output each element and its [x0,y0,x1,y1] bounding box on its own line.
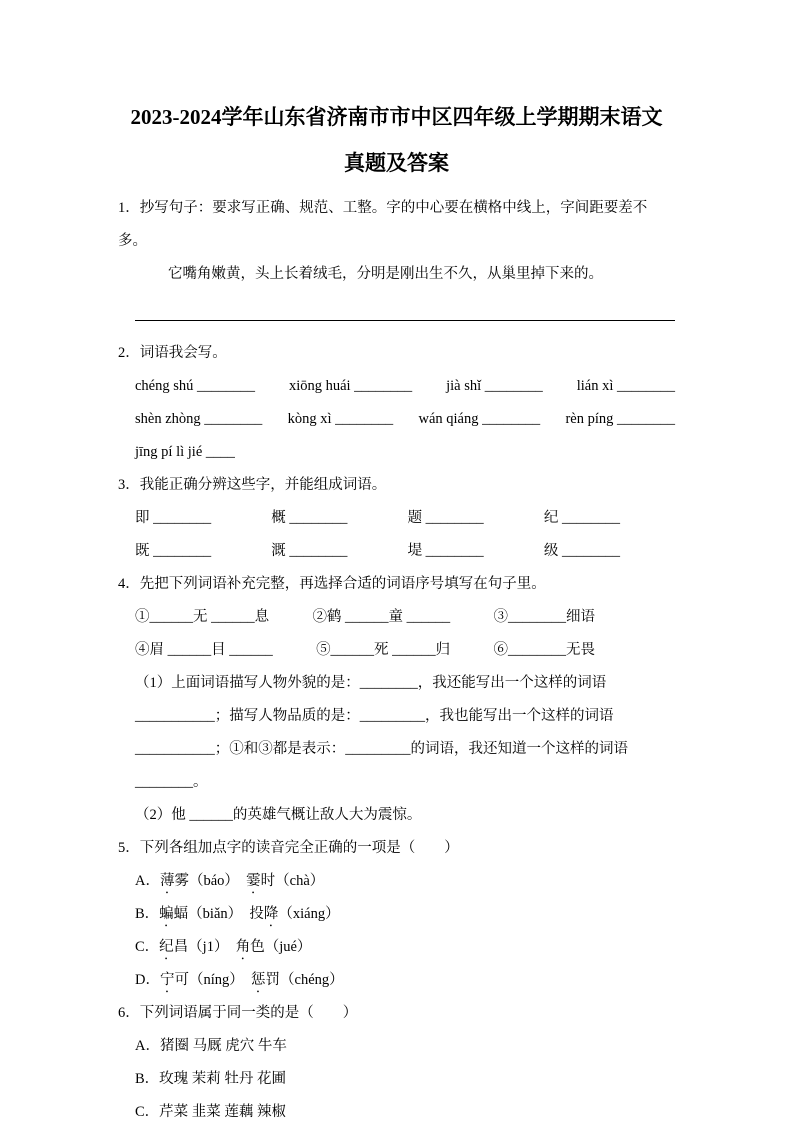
question-2 [118,337,675,469]
dotted-character: 惩 [251,972,266,988]
question-5-stem: 5．下列各组加点字的读音完全正确的一项是（ ） [118,840,459,856]
pinyin-row-2 [135,403,675,436]
writing-line [135,291,675,321]
question-1-stem: 1．抄写句子：要求写正确、规范、工整。字的中心要在横格中线上，字间距要差不多。 [118,200,648,249]
character-blank-item: 纪 ________ [543,510,620,526]
character-blank-item: 级 ________ [543,543,620,559]
character-row-1 [135,502,620,535]
question-5 [118,832,675,997]
option-text: 时（chà） [260,873,325,889]
pinyin-blank-item: lián xì ________ [576,378,675,394]
question-5-option-c [135,931,675,964]
option-text: C． [135,939,160,955]
character-blank-item: 溉 ________ [271,543,348,559]
option-text: 可（níng） [174,972,252,988]
option-text: B． [135,906,160,922]
dotted-character: 薄 [159,873,175,889]
pinyin-blank-item: shèn zhòng ________ [135,411,263,427]
pinyin-blank-item: kòng xì ________ [287,411,394,427]
pinyin-blank-item: chéng shú ________ [135,378,256,394]
page-title-line-2: 真题及答案 [344,151,449,175]
dotted-character: 蝙 [159,906,174,922]
character-blank-item: 题 ________ [407,510,484,526]
idiom-blank-item: ④眉 ______目 ______ [135,642,273,658]
question-6-stem: 6．下列词语属于同一类的是（ ） [118,1005,358,1021]
question-4-sub-1: （1）上面词语描写人物外貌的是：________，我还能写出一个这样的词语 ___________；描写人物品质的是：_________，我也能写出一个这样的词语 ___________；①和③都是表示：_________的词语，我还知道一个这样的词语 ________。 [135,675,628,790]
idiom-blank-item: ③________细语 [493,609,595,625]
pinyin-blank-item: rèn píng ________ [565,411,675,427]
dotted-character: 霎 [246,873,261,889]
question-4 [118,568,675,832]
dotted-character: 角 [235,939,251,955]
option-text: 雾（báo） [174,873,247,889]
question-1-copy-sentence: 它嘴角嫩黄，头上长着绒毛，分明是刚出生不久，从巢里掉下来的。 [168,266,603,282]
option-text: D． [135,972,160,988]
option-text: （xiáng） [278,906,340,922]
question-3-stem: 3．我能正确分辨这些字，并能组成词语。 [118,477,387,493]
option-text: A． [135,873,160,889]
dotted-character: 纪 [159,939,174,955]
question-5-option-a [135,865,675,898]
character-row-2 [135,535,620,568]
pinyin-row-3: jīng pí lì jié ____ [135,444,235,460]
question-3 [118,469,675,568]
question-5-option-d [135,964,675,997]
question-2-stem: 2．词语我会写。 [118,345,227,361]
option-text: 昌（j1） [173,939,236,955]
idiom-row-1 [135,601,595,634]
character-blank-item: 既 ________ [135,543,212,559]
pinyin-blank-item: wán qiáng ________ [418,411,541,427]
question-4-stem: 4．先把下列词语补充完整，再选择合适的词语序号填写在句子里。 [118,576,546,592]
idiom-blank-item: ①______无 ______息 [135,609,270,625]
character-blank-item: 堤 ________ [407,543,484,559]
question-6-option-a: A．猪圈 马厩 虎穴 牛车 [135,1038,287,1054]
idiom-row-2 [135,634,595,667]
question-4-sub-2: （2）他 ______的英雄气概让敌人大为震惊。 [135,807,422,823]
dotted-character: 降 [263,906,279,922]
option-text: 罚（chéng） [265,972,344,988]
option-text: 色（jué） [250,939,312,955]
question-5-option-b [135,898,675,931]
character-blank-item: 即 ________ [135,510,212,526]
question-6-option-b: B．玫瑰 茉莉 牡丹 花圃 [135,1071,287,1087]
idiom-blank-item: ②鹤 ______童 ______ [312,609,451,625]
pinyin-row-1 [135,370,675,403]
pinyin-blank-item: xiōng huái ________ [288,378,413,394]
dotted-character: 宁 [159,972,175,988]
question-1 [118,192,675,321]
page-title [118,94,675,186]
character-blank-item: 概 ________ [271,510,348,526]
pinyin-blank-item: jià shǐ ________ [446,378,543,394]
question-6 [118,997,675,1129]
idiom-blank-item: ⑤______死 ______归 [316,642,451,658]
idiom-blank-item: ⑥________无畏 [493,642,595,658]
question-6-option-c: C．芹菜 韭菜 莲藕 辣椒 [135,1104,287,1120]
option-text: 蝠（biǎn） 投 [173,906,264,922]
page-title-line-1: 2023-2024学年山东省济南市市中区四年级上学期期末语文 [130,105,663,129]
